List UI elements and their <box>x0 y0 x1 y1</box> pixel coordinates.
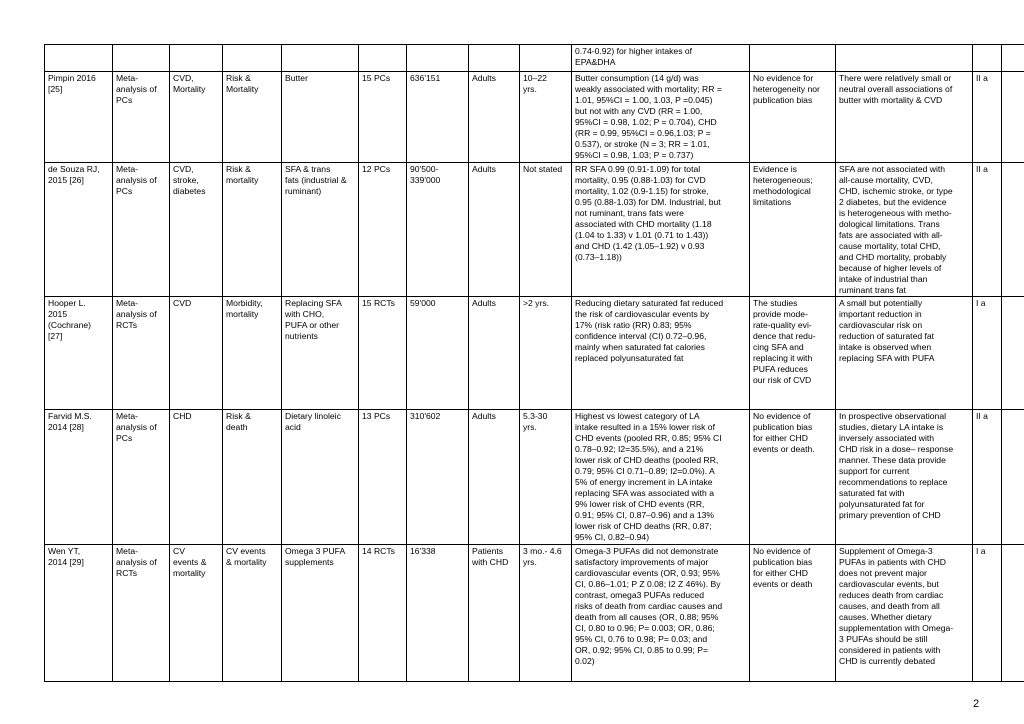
table-cell <box>407 545 469 682</box>
participants-text: 90'500- 339'000 <box>410 164 441 185</box>
table-cell <box>113 163 170 297</box>
studies-text: 12 PCs <box>362 164 391 174</box>
participants-text: 636'151 <box>410 73 441 83</box>
results-text: Highest vs lowest category of LA intake resulted in a 15% lower risk of CHD events (pooled RR, 0.85; 95% CI 0.78–0.92; I2=35.5%), and a 21% lower risk of CHD deaths (pooled RR, 0.79; 95% CI 0.71–0.89; I2=0.0%). A 5% of energy increment in LA intake replacing SFA was associated with a 9% lower risk of CHD events (RR, 0.91; 95% CI, 0.87–0.96) and a 13% lower risk of CHD deaths (RR, 0.87; 95% CI, 0.82–0.94) <box>575 411 722 542</box>
studies-text: 14 RCTs <box>362 546 395 556</box>
studies-text: 13 PCs <box>362 411 391 421</box>
table-cell <box>359 72 407 163</box>
population-text: Adults <box>472 73 496 83</box>
measure-text: CV events & mortality <box>226 546 267 567</box>
table-cell <box>359 410 407 545</box>
followup-text: 5.3-30 yrs. <box>523 411 548 432</box>
quality-text: Evidence is heterogeneous; methodological limitations <box>753 164 813 207</box>
results-text: Butter consumption (14 g/d) was weakly associated with mortality; RR = 1.01, 95%CI = 1.00, 1.03, P =0.045) but not with any CVD (RR = 1.00, 95%CI = 0.98, 1.02; P = 0.704), CHD (RR = 0.99, 95%CI = 0.96,1.03; P = 0.537), or stroke (N = 3; RR = 1.01, 95%CI = 0.98, 1.03; P = 0.737) <box>575 73 722 160</box>
table-cell <box>572 410 750 545</box>
measure-text: Risk & mortality <box>226 164 259 185</box>
table-cell <box>45 163 113 297</box>
table-cell <box>973 545 1002 682</box>
author-text: de Souza RJ, 2015 [26] <box>48 164 100 185</box>
table-cell <box>223 410 282 545</box>
level-text: II a <box>976 73 988 83</box>
table-cell <box>572 45 750 72</box>
table-row <box>45 297 1024 410</box>
table-cell <box>572 163 750 297</box>
outcome-text: CVD, Mortality <box>173 73 206 94</box>
intervention-text: Replacing SFA with CHO, PUFA or other nutrients <box>285 298 342 341</box>
table-cell <box>520 410 572 545</box>
table-cell <box>45 545 113 682</box>
table-cell <box>973 72 1002 163</box>
table-cell <box>113 410 170 545</box>
followup-text: 10–22 yrs. <box>523 73 547 94</box>
table-cell <box>469 163 520 297</box>
table-cell <box>113 72 170 163</box>
table-cell <box>170 410 223 545</box>
table-cell <box>45 72 113 163</box>
table-cell <box>1002 545 1024 682</box>
outcome-text: CVD <box>173 298 192 308</box>
table-cell <box>359 163 407 297</box>
population-text: Adults <box>472 164 496 174</box>
table-cell <box>282 163 359 297</box>
measure-text: Risk & death <box>226 411 251 432</box>
intervention-text: Butter <box>285 73 308 83</box>
table-cell <box>973 297 1002 410</box>
table-cell <box>407 72 469 163</box>
table-cell <box>282 45 359 72</box>
table-cell <box>836 297 973 410</box>
author-text: Wen YT, 2014 [29] <box>48 546 84 567</box>
table-cell <box>407 410 469 545</box>
table-cell <box>113 297 170 410</box>
table-cell <box>170 545 223 682</box>
table-cell <box>836 163 973 297</box>
table-row <box>45 72 1024 163</box>
table-cell <box>836 45 973 72</box>
results-text: Omega-3 PUFAs did not demonstrate satisfactory improvements of major cardiovascular events (OR, 0.93; 95% CI, 0.86–1.01; P Z 0.08; I2 Z 46%). By contrast, omega3 PUFAs reduced risks of death from cardiac causes and death from all causes (OR, 0.88; 95% CI, 0.80 to 0.96; P= 0.003; OR, 0.86; 95% CI, 0.76 to 0.98; P= 0.03; and OR, 0.92; 95% CI, 0.85 to 0.99; P= 0.02) <box>575 546 723 666</box>
table-cell <box>750 72 836 163</box>
table-cell <box>836 545 973 682</box>
table-cell <box>170 163 223 297</box>
design-text: Meta- analysis of PCs <box>116 411 157 443</box>
design-text: Meta- analysis of RCTs <box>116 298 157 330</box>
table-cell <box>170 72 223 163</box>
table-cell <box>170 45 223 72</box>
intervention-text: Omega 3 PUFA supplements <box>285 546 346 567</box>
table-cell <box>282 72 359 163</box>
table-cell <box>520 163 572 297</box>
design-text: Meta- analysis of PCs <box>116 73 157 105</box>
measure-text: Risk & Mortality <box>226 73 259 94</box>
level-text: I a <box>976 546 986 556</box>
table-cell <box>407 45 469 72</box>
conclusion-text: A small but potentially important reduction in cardiovascular risk on reduction of saturated fat intake is observed when replacing SFA with PUFA <box>839 298 935 363</box>
followup-text: 3 mo.- 4.6 yrs. <box>523 546 562 567</box>
table-cell <box>836 72 973 163</box>
conclusion-text: In prospective observational studies, dietary LA intake is inversely associated with CHD risk in a dose– response manner. These data provide support for current recommendations to replace saturated fat with polyunsaturated fat for primary prevention of CHD <box>839 411 954 520</box>
table-cell <box>469 45 520 72</box>
table-cell <box>223 545 282 682</box>
conclusion-text: There were relatively small or neutral overall associations of butter with mortality & CVD <box>839 73 953 105</box>
table-cell <box>223 297 282 410</box>
studies-text: 15 PCs <box>362 73 391 83</box>
table-cell <box>469 545 520 682</box>
table-cell <box>407 297 469 410</box>
intervention-text: Dietary linoleic acid <box>285 411 341 432</box>
quality-text: No evidence of publication bias for either CHD events or death. <box>753 411 815 454</box>
outcome-text: CV events & mortality <box>173 546 207 578</box>
table-cell <box>45 45 113 72</box>
table-cell <box>223 72 282 163</box>
outcome-text: CHD <box>173 411 192 421</box>
table-cell <box>572 72 750 163</box>
table-cell <box>836 410 973 545</box>
table-row <box>45 410 1024 545</box>
table-cell <box>1002 45 1024 72</box>
conclusion-text: SFA are not associated with all-cause mortality, CVD, CHD, ischemic stroke, or type 2 diabetes, but the evidence is heterogeneous with metho- dological limitations. Trans fats are associated with all- cause mortality, total CHD, and CHD mortality, probably because of higher levels of intake of industrial than ruminant trans fat <box>839 164 953 295</box>
table-cell <box>1002 297 1024 410</box>
table-cell <box>750 297 836 410</box>
table-cell <box>282 545 359 682</box>
table-cell <box>973 410 1002 545</box>
table-cell <box>359 297 407 410</box>
table-cell <box>45 297 113 410</box>
table-cell <box>520 72 572 163</box>
table-cell <box>973 45 1002 72</box>
results-text: RR SFA 0.99 (0.91-1.09) for total mortality, 0.95 (0.88-1.03) for CVD mortality, 1.02 (0.9-1.15) for stroke, 0.95 (0.88-1.03) for DM. Industrial, but not ruminant, trans fats were associated with CHD mortality (1.18 (1.04 to 1.33) v 1.01 (0.71 to 1.43)) and CHD (1.42 (1.05–1.92) v 0.93 (0.73–1.18)) <box>575 164 721 262</box>
table-cell <box>45 410 113 545</box>
table-cell <box>750 163 836 297</box>
quality-text: The studies provide mode- rate-quality evi- dence that redu- cing SFA and replacing it with PUFA reduces our risk of CVD <box>753 298 816 385</box>
table-cell <box>469 410 520 545</box>
table-cell <box>1002 163 1024 297</box>
design-text: Meta- analysis of PCs <box>116 164 157 196</box>
table-cell <box>469 72 520 163</box>
table-row <box>45 163 1024 297</box>
table-cell <box>572 545 750 682</box>
table-cell <box>520 545 572 682</box>
table-cell <box>282 297 359 410</box>
table-cell <box>520 45 572 72</box>
outcome-text: CVD, stroke, diabetes <box>173 164 206 196</box>
table-cell <box>1002 410 1024 545</box>
table-cell <box>282 410 359 545</box>
studies-text: 15 RCTs <box>362 298 395 308</box>
table-cell <box>572 297 750 410</box>
population-text: Adults <box>472 411 496 421</box>
followup-text: Not stated <box>523 164 563 174</box>
table-row <box>45 545 1024 682</box>
author-text: Farvid M.S. 2014 [28] <box>48 411 92 432</box>
table-cell <box>750 410 836 545</box>
results-text: 0.74-0.92) for higher intakes of EPA&DHA <box>575 46 693 67</box>
intervention-text: SFA & trans fats (industrial & ruminant) <box>285 164 347 196</box>
table-cell <box>469 297 520 410</box>
table-cell <box>359 45 407 72</box>
page-number: 2 <box>973 698 980 710</box>
followup-text: >2 yrs. <box>523 298 550 308</box>
evidence-table <box>44 44 1024 682</box>
author-text: Pimpin 2016 [25] <box>48 73 96 94</box>
table-cell <box>223 163 282 297</box>
population-text: Adults <box>472 298 496 308</box>
table-cell <box>750 545 836 682</box>
results-text: Reducing dietary saturated fat reduced the risk of cardiovascular events by 17% (risk ratio (RR) 0.83; 95% confidence interval (CI) 0.72–0.96, mainly when saturated fat calories replaced polyunsaturated fat <box>575 298 724 363</box>
table-cell <box>113 45 170 72</box>
table-cell <box>170 297 223 410</box>
level-text: I a <box>976 298 986 308</box>
table-cell <box>520 297 572 410</box>
level-text: II a <box>976 411 988 421</box>
quality-text: No evidence of publication bias for either CHD events or death <box>753 546 813 589</box>
participants-text: 310'602 <box>410 411 441 421</box>
table-cell <box>407 163 469 297</box>
table-cell <box>973 163 1002 297</box>
quality-text: No evidence for heterogeneity nor publication bias <box>753 73 820 105</box>
table-cell <box>113 545 170 682</box>
design-text: Meta- analysis of RCTs <box>116 546 157 578</box>
table-row <box>45 45 1024 72</box>
table-cell <box>750 45 836 72</box>
population-text: Patients with CHD <box>472 546 509 567</box>
level-text: II a <box>976 164 988 174</box>
conclusion-text: Supplement of Omega-3 PUFAs in patients with CHD does not prevent major cardiovascular events, but reduces death from cardiac causes, and death from all causes. Whether dietary supplementation with Omega- 3 PUFAs should be still considered in patients with CHD is currently debated <box>839 546 954 666</box>
table-cell <box>359 545 407 682</box>
measure-text: Morbidity, mortality <box>226 298 263 319</box>
table-cell <box>1002 72 1024 163</box>
author-text: Hooper L. 2015 (Cochrane) [27] <box>48 298 91 341</box>
participants-text: 59'000 <box>410 298 436 308</box>
participants-text: 16'338 <box>410 546 436 556</box>
table-cell <box>223 45 282 72</box>
